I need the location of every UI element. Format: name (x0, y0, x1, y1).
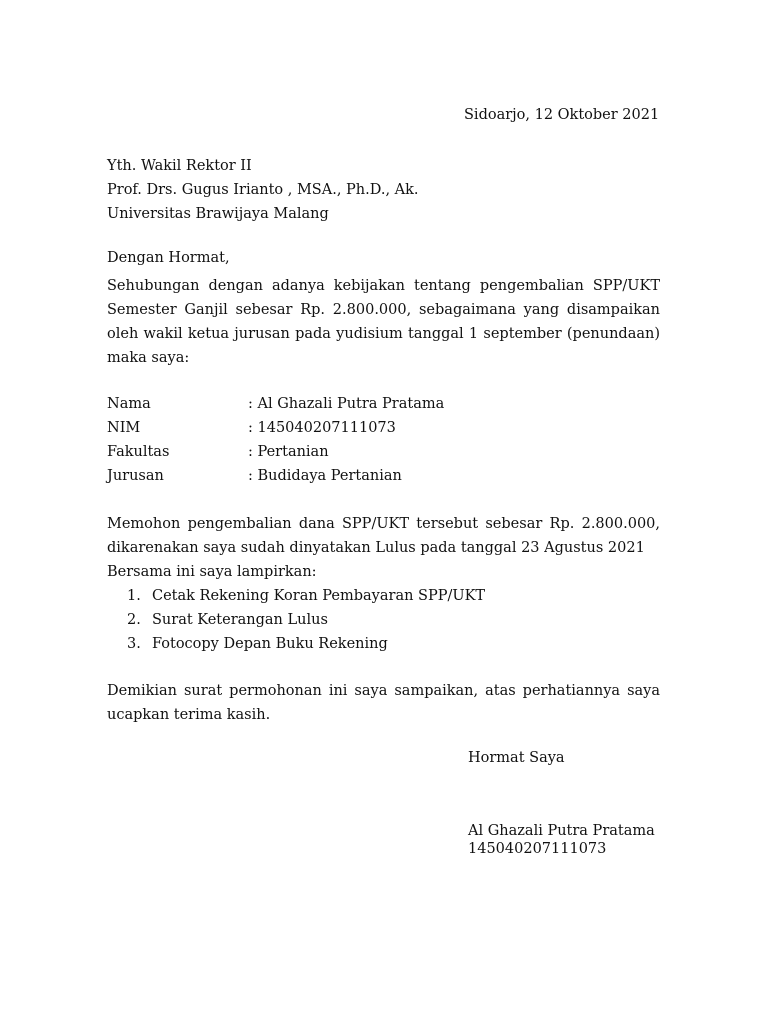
field-row-jurusan (107, 464, 444, 488)
list-text: Surat Keterangan Lulus (152, 612, 328, 628)
closing-paragraph (107, 679, 660, 727)
field-value: : Budidaya Pertanian (248, 468, 402, 484)
field-row-nim (107, 416, 444, 440)
recipient-title: Yth. Wakil Rektor II (107, 158, 252, 174)
field-label: NIM (107, 420, 141, 436)
request-line: Memohon pengembalian dana SPP/UKT tersebut sebesar Rp. 2.800.000, (107, 516, 660, 532)
field-label: Nama (107, 396, 151, 412)
intro-paragraph (107, 274, 660, 370)
recipient-block (107, 154, 419, 226)
attachments-list (127, 584, 485, 656)
field-value: : Al Ghazali Putra Pratama (248, 396, 445, 412)
list-number: 1. (127, 588, 141, 604)
field-value: : 145040207111073 (248, 420, 396, 436)
list-text: Cetak Rekening Koran Pembayaran SPP/UKT (152, 588, 486, 604)
place-date: Sidoarjo, 12 Oktober 2021 (464, 107, 660, 123)
list-number: 2. (127, 612, 141, 628)
request-paragraph (107, 512, 660, 560)
signer-nim: 145040207111073 (468, 841, 607, 857)
recipient-institution: Universitas Brawijaya Malang (107, 206, 329, 222)
closing-salutation: Hormat Saya (468, 750, 565, 766)
list-item (127, 632, 485, 656)
greeting: Dengan Hormat, (107, 250, 230, 266)
identity-fields (107, 392, 444, 488)
closing-line: Demikian surat permohonan ini saya sampaikan, atas perhatiannya saya (107, 683, 660, 699)
intro-line: oleh wakil ketua jurusan pada yudisium tanggal 1 september (penundaan) (107, 326, 660, 342)
recipient-name: Prof. Drs. Gugus Irianto , MSA., Ph.D., Ak. (107, 182, 419, 198)
intro-line: Semester Ganjil sebesar Rp. 2.800.000, sebagaimana yang disampaikan (107, 302, 660, 318)
field-row-nama (107, 392, 444, 416)
intro-line: Sehubungan dengan adanya kebijakan tentang pengembalian SPP/UKT (107, 278, 660, 294)
attachments-intro: Bersama ini saya lampirkan: (107, 564, 317, 580)
closing-line: ucapkan terima kasih. (107, 707, 271, 723)
request-line: dikarenakan saya sudah dinyatakan Lulus pada tanggal 23 Agustus 2021 (107, 540, 645, 556)
field-label: Fakultas (107, 444, 170, 460)
signature-block (468, 822, 655, 858)
field-label: Jurusan (107, 468, 164, 484)
signer-name: Al Ghazali Putra Pratama (468, 823, 655, 839)
intro-line: maka saya: (107, 350, 190, 366)
list-item (127, 608, 485, 632)
list-text: Fotocopy Depan Buku Rekening (152, 636, 388, 652)
field-value: : Pertanian (248, 444, 329, 460)
list-item (127, 584, 485, 608)
field-row-fakultas (107, 440, 444, 464)
list-number: 3. (127, 636, 141, 652)
